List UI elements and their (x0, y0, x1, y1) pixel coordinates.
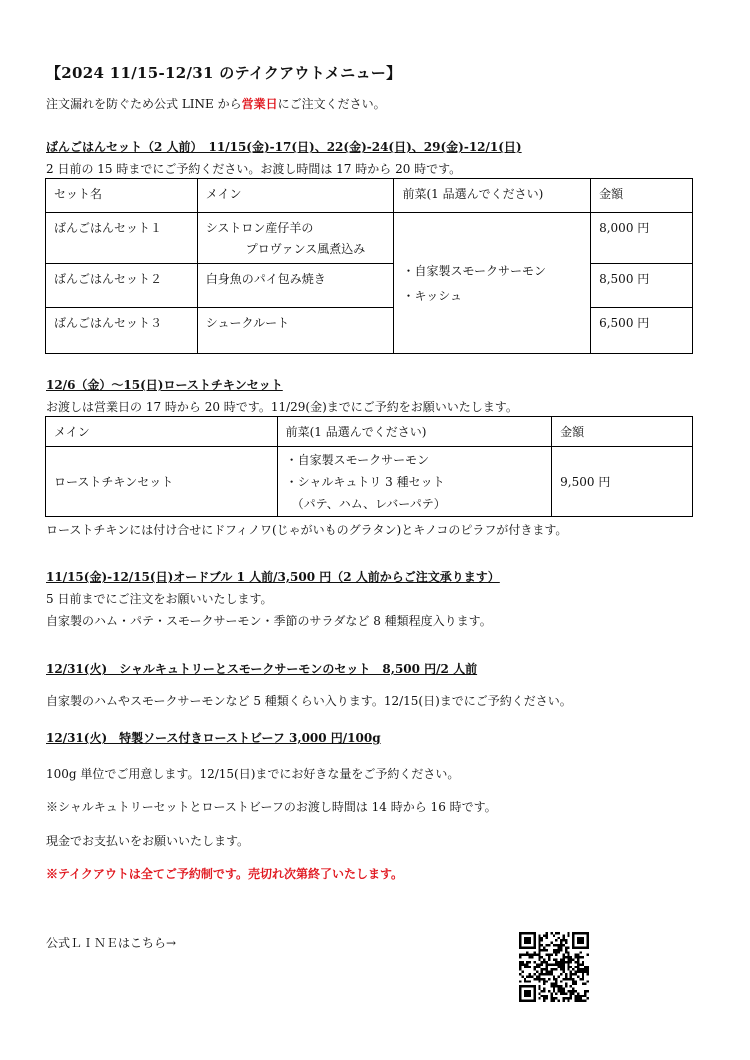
intro-before: 注文漏れを防ぐため公式 LINE から (46, 97, 242, 111)
set-header: ばんごはんセット（2 人前） 11/15(金)-17(日)、22(金)-24(日)、29(金)-12/1(日) (46, 140, 522, 154)
set-name: ばんごはんセット１ (46, 213, 198, 264)
chicken-price: 9,500 円 (552, 447, 693, 517)
beef-line: 100g 単位でご用意します。12/15(日)までにお好きな量をご予約ください。 (46, 767, 460, 781)
col-header: メイン (197, 179, 394, 213)
col-header: メイン (46, 417, 278, 447)
set-appetizers (394, 213, 591, 354)
chicken-main: ローストチキンセット (46, 447, 278, 517)
chicken-table-header (46, 417, 693, 447)
intro-text (46, 95, 386, 112)
set-price: 8,500 円 (591, 264, 693, 308)
set-main (197, 213, 394, 264)
charcuterie-header: 12/31(火) シャルキュトリーとスモークサーモンのセット 8,500 円/2 人前 (46, 662, 478, 676)
table-row (46, 264, 693, 308)
payment-note: 現金でお支払いをお願いいたします。 (46, 834, 250, 848)
line-qr-code[interactable] (519, 932, 589, 1002)
col-header: 前菜(1 品選んでください) (394, 179, 591, 213)
set-main: 白身魚のパイ包み焼き (197, 264, 394, 308)
charcuterie-line: 自家製のハムやスモークサーモンなど 5 種類くらい入ります。12/15(日)までにご予約ください。 (46, 694, 572, 708)
intro-highlight: 営業日 (241, 97, 278, 111)
col-header: セット名 (46, 179, 198, 213)
set-main: シュークルート (197, 308, 394, 354)
set-name: ばんごはんセット２ (46, 264, 198, 308)
set-main-line: プロヴァンス風煮込み (245, 242, 366, 256)
set-main-line: シストロン産仔羊の (205, 221, 314, 235)
qr-code-icon (519, 932, 589, 1002)
chicken-table (45, 416, 693, 517)
pickup-note: ※シャルキュトリーセットとローストビーフのお渡し時間は 14 時から 16 時です。 (46, 800, 497, 814)
chicken-note: お渡しは営業日の 17 時から 20 時です。11/29(金)までにご予約をお願いいたします。 (46, 400, 518, 414)
hors-line1: 5 日前までにご注文をお願いいたします。 (46, 592, 273, 606)
col-header: 金額 (552, 417, 693, 447)
set-price: 8,000 円 (591, 213, 693, 264)
set-name: ばんごはんセット３ (46, 308, 198, 354)
chicken-header: 12/6（金）～15(日)ローストチキンセット (46, 378, 283, 392)
chicken-appetizers (277, 447, 552, 517)
chicken-footer: ローストチキンには付け合せにドフィノワ(じゃがいものグラタン)とキノコのピラフが付きます。 (46, 523, 568, 537)
col-header: 前菜(1 品選んでください) (277, 417, 552, 447)
appetizer-item: ・自家製スモークサーモン (285, 453, 430, 467)
page-title: 【2024 11/15-12/31 のテイクアウトメニュー】 (46, 64, 402, 82)
beef-header: 12/31(火) 特製ソース付きローストビーフ 3,000 円/100g (46, 731, 381, 745)
hors-header: 11/15(金)-12/15(日)オードブル 1 人前/3,500 円（2 人前からご注文承ります） (46, 570, 500, 584)
intro-after: にご注文ください。 (277, 97, 386, 111)
set-note: 2 日前の 15 時までにご予約ください。お渡し時間は 17 時から 20 時です。 (46, 162, 462, 176)
set-table (45, 178, 693, 354)
col-header: 金額 (591, 179, 693, 213)
hors-line2: 自家製のハム・パテ・スモークサーモン・季節のサラダなど 8 種類程度入ります。 (46, 614, 492, 628)
appetizer-item: ・自家製スモークサーモン (402, 264, 546, 278)
set-table-header (46, 179, 693, 213)
line-link-text[interactable]: 公式ＬＩＮＥはこちら→ (46, 936, 177, 950)
appetizer-item: ・キッシュ (402, 289, 462, 303)
table-row (46, 447, 693, 517)
reservation-warning: ※テイクアウトは全てご予約制です。売切れ次第終了いたします。 (46, 867, 404, 881)
appetizer-detail: （パテ、ハム、レバーパテ） (291, 497, 446, 511)
table-row (46, 213, 693, 264)
table-row (46, 308, 693, 354)
appetizer-item: ・シャルキュトリ 3 種セット (285, 475, 445, 489)
set-price: 6,500 円 (591, 308, 693, 354)
